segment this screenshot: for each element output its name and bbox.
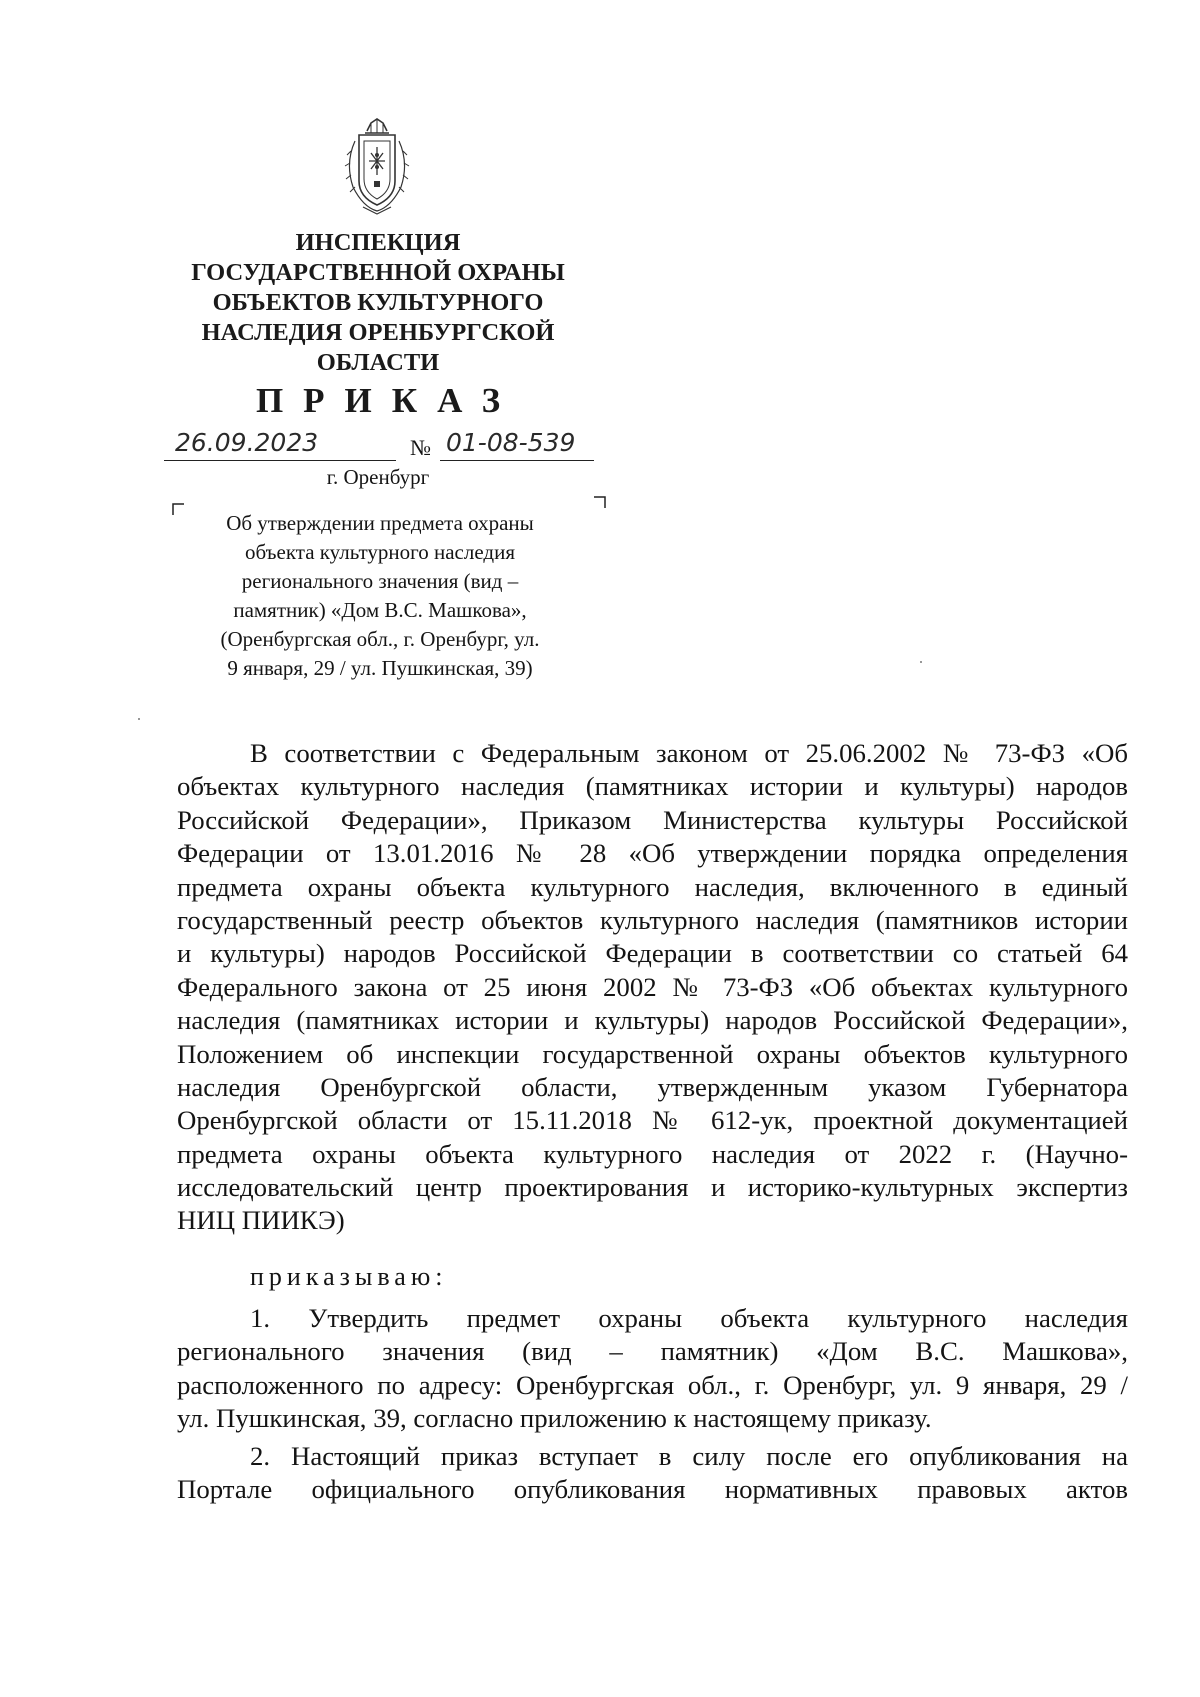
organization-line: ОБЛАСТИ	[316, 349, 440, 376]
paragraph-line: Портале официального опубликования нормативных правовых актов	[177, 1474, 1128, 1505]
paragraph-line: предмета охраны объекта культурного наследия от 2022 г. (Научно-	[177, 1138, 1128, 1169]
subject-line: 9 января, 29 / ул. Пушкинская, 39)	[227, 656, 533, 680]
subject-line: объекта культурного наследия	[245, 540, 515, 564]
organization-line: ИНСПЕКЦИЯ	[295, 229, 461, 256]
subject-line: регионального значения (вид –	[241, 569, 519, 593]
paragraph-line: Федерации от 13.01.2016 № 28 «Об утверждении порядка определения	[177, 838, 1128, 869]
paragraph-line: Федерального закона от 25 июня 2002 № 73-ФЗ «Об объектах культурного	[177, 971, 1128, 1002]
organization-name	[160, 228, 596, 378]
paragraph-line: и культуры) народов Российской Федерации в соответствии со статьей 64	[177, 938, 1128, 969]
paragraph-line: НИЦ ПИИКЭ)	[177, 1205, 345, 1236]
paragraph-line: государственный реестр объектов культурного наследия (памятников истории	[177, 904, 1128, 935]
paragraph-line: В соответствии с Федеральным законом от 25.06.2002 № 73-ФЗ «Об	[250, 738, 1128, 768]
subject-line: памятник) «Дом В.С. Машкова»,	[233, 598, 527, 622]
order-item-2	[177, 1440, 1128, 1507]
subject-line: Об утверждении предмета охраны	[226, 511, 534, 535]
paragraph-line: объектах культурного наследия (памятниках истории и культуры) народов	[177, 771, 1128, 802]
order-subject	[175, 509, 585, 683]
paragraph-line: 2. Настоящий приказ вступает в силу после его опубликования на	[250, 1441, 1128, 1471]
paragraph-line: расположенного по адресу: Оренбургская обл., г. Оренбург, ул. 9 января, 29 /	[177, 1369, 1128, 1400]
city: г. Оренбург	[326, 465, 430, 489]
paragraph-line: регионального значения (вид – памятник) «Дом В.С. Машкова»,	[177, 1336, 1128, 1367]
paragraph-line: предмета охраны объекта культурного наследия, включенного в единый	[177, 871, 1128, 902]
order-word: приказываю:	[250, 1262, 448, 1291]
paragraph-line: Положением об инспекции государственной охраны объектов культурного	[177, 1038, 1128, 1069]
paragraph-line: 1. Утвердить предмет охраны объекта культурного наследия	[250, 1303, 1128, 1333]
coat-of-arms-emblem	[341, 117, 413, 217]
organization-line: ГОСУДАРСТВЕННОЙ ОХРАНЫ	[191, 259, 565, 286]
organization-line: НАСЛЕДИЯ ОРЕНБУРГСКОЙ	[201, 319, 555, 346]
subject-line: (Оренбургская обл., г. Оренбург, ул.	[220, 627, 540, 651]
handwritten-date: 26.09.2023	[175, 428, 319, 457]
paragraph-line: Российской Федерации», Приказом Министерства культуры Российской	[177, 804, 1128, 835]
paragraph-line: ул. Пушкинская, 39, согласно приложению к настоящему приказу.	[177, 1403, 932, 1434]
date-underline	[164, 460, 396, 461]
scan-speck	[138, 718, 140, 720]
document-type-title: ПРИКАЗ	[255, 381, 521, 420]
number-underline	[440, 460, 594, 461]
paragraph-line: Оренбургской области от 15.11.2018 № 612-ук, проектной документацией	[177, 1105, 1128, 1136]
paragraph-line: исследовательский центр проектирования и историко-культурных экспертиз	[177, 1172, 1128, 1203]
organization-line: ОБЪЕКТОВ КУЛЬТУРНОГО	[212, 289, 544, 316]
preamble-paragraph	[177, 737, 1128, 1238]
number-sign: №	[410, 435, 431, 460]
scan-speck	[920, 661, 922, 663]
paragraph-line: наследия (памятниках истории и культуры) народов Российской Федерации»,	[177, 1005, 1128, 1036]
handwritten-number: 01-08-539	[446, 428, 576, 457]
paragraph-line: наследия Оренбургской области, утвержденным указом Губернатора	[177, 1071, 1128, 1102]
order-item-1	[177, 1302, 1128, 1436]
subject-corner-right	[594, 496, 606, 508]
